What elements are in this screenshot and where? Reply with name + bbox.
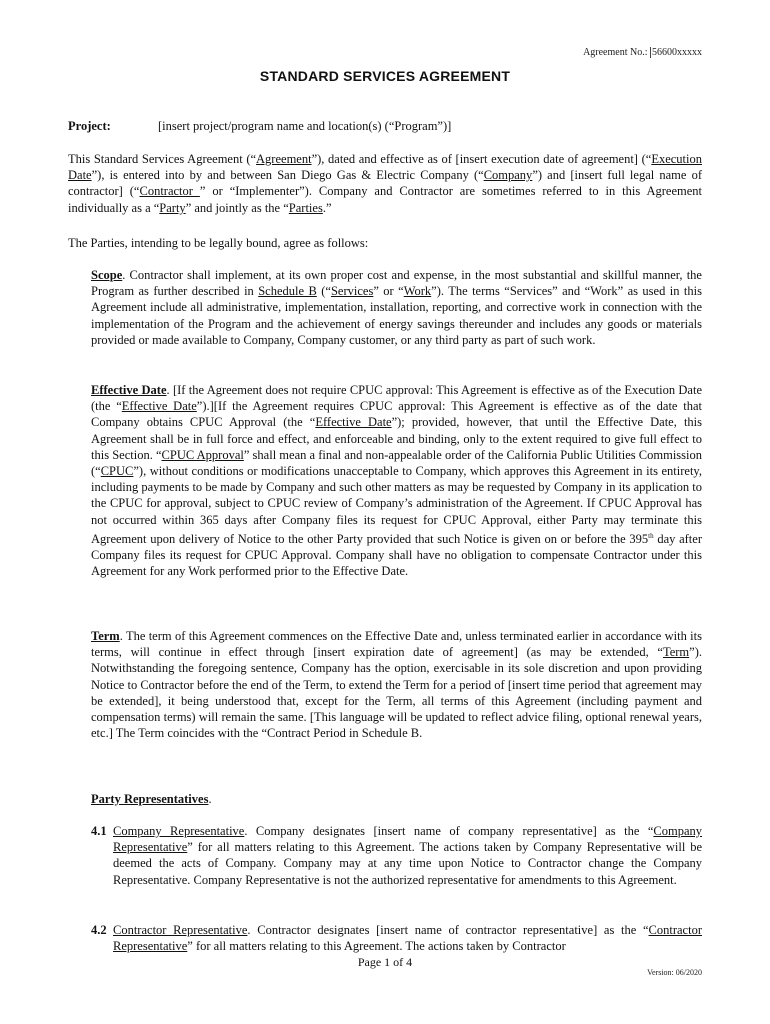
version-label: Version: 06/2020: [647, 968, 702, 977]
schedule-b-ref: Schedule B: [258, 284, 317, 299]
agreement-number-label: Agreement No.:: [583, 47, 648, 58]
section-number: 4.2: [91, 923, 107, 937]
intro-paragraph: This Standard Services Agreement (“Agreement”), dated and effective as of [insert execution date of agreement] (“Execution Date”), is entered into by and between San Diego Gas & Electric Company (“Company”) and [insert full legal name of contractor] (“Contractor ” or “Implementer”). Company and Contractor are sometimes referred to in this Agreement individually as a “Party” and jointly as the “Parties.”: [68, 152, 702, 215]
defined-term-company-representative: Company Representative: [113, 824, 703, 855]
defined-term-contractor-representative: Contractor Representative: [113, 923, 702, 954]
defined-term-term: Term: [662, 645, 690, 660]
section-4-1: 4.1 Company Representative. Company designates [insert name of company representative] as the “Company Representative” for all matters relating to this Agreement. The actions taken by Company Representative will be deemed the acts of Company. Company may at any time upon Notice to Contractor change the Company Representative. Company Representative is not the authorized representative for amendments to this Agreement.: [91, 824, 703, 887]
defined-term-contractor: Contractor: [139, 184, 200, 199]
effective-date-section: Effective Date. [If the Agreement does not require CPUC approval: This Agreement is effective as of the Execution Date (the “Effective Date”).][If the Agreement requires CPUC approval: This Agreement is effective as of the date that Company obtains CPUC Approval (the “Effective Date”); provided, however, that until the Effective Date, this Agreement shall be in full force and effect, and enforceable and binding, only to the extent required to give full effect to this Section. “CPUC Approval” shall mean a final and non-appealable order of the California Public Utilities Commission (“CPUC”), without conditions or modifications unacceptable to Company, which approves this Agreement in its entirety, including payments to be made by Company and such other matters as may be requested by Company in its application to the CPUC for approval, subject to CPUC review of Company’s administration of the Agreement. If CPUC Approval has not occurred within 365 days after Company files its request for CPUC Approval, either Party may terminate this Agreement upon delivery of Notice to the other Party provided that such Notice is given on or before the 395th day after Company files its request for CPUC Approval. Company shall have no obligation to compensate Contractor under this Agreement for any Work performed prior to the Effective Date.: [91, 383, 703, 579]
party-representatives-heading: Party Representatives.: [91, 792, 212, 806]
scope-heading: Scope: [91, 268, 123, 282]
section-4-2: 4.2 Contractor Representative. Contractor designates [insert name of contractor representative] as the “Contractor Representative” for all matters relating to this Agreement. The actions taken by Contractor: [91, 923, 702, 954]
defined-term-cpuc: CPUC: [100, 464, 134, 479]
project-value: [insert project/program name and location(s) (“Program”)]: [158, 119, 452, 133]
defined-term-parties: Parties: [288, 200, 323, 215]
defined-term-work: Work: [403, 284, 432, 299]
effective-date-heading: Effective Date: [91, 383, 167, 397]
parties-intro: The Parties, intending to be legally bound, agree as follows:: [68, 236, 369, 250]
defined-term-effective-date-1: Effective Date: [121, 399, 197, 414]
defined-term-effective-date-2: Effective Date: [315, 415, 392, 430]
term-section: Term. The term of this Agreement commences on the Effective Date and, unless terminated earlier in accordance with its terms, will continue in effect through [insert expiration date of agreement] (as may be extended, “Term”). Notwithstanding the foregoing sentence, Company has the option, exercisable in its sole discretion and upon providing Notice to Contractor before the end of the Term, to extend the Term for a period of [insert time period that agreement may be extended], it being understood that, except for the Term, all terms of this Agreement (including payment and compensation terms) will remain the same. [This language will be updated to reflect advice filing, optional renewal years, etc.] The Term coincides with the “Contract Period in Schedule B.: [91, 629, 702, 741]
defined-term-services: Services: [330, 284, 374, 299]
page-number: Page 1 of 4: [357, 955, 413, 969]
defined-term-execution-date: Execution Date: [68, 152, 702, 183]
term-heading: Term: [91, 629, 120, 643]
project-line: [68, 119, 451, 134]
agreement-number: [583, 47, 702, 58]
document-title: STANDARD SERVICES AGREEMENT: [259, 68, 511, 84]
agreement-number-value: 56600xxxxx: [652, 47, 702, 58]
contractor-representative-heading: Contractor Representative: [113, 923, 248, 937]
project-label: Project:: [68, 119, 111, 133]
defined-term-party: Party: [159, 200, 186, 215]
scope-section: Scope. Contractor shall implement, at its own proper cost and expense, in the most substantial and skillful manner, the Program as further described in Schedule B (“Services” or “Work”). The terms “Services” and “Work” as used in this Agreement include all administrative, implementation, installation, reporting, and corrective work in connection with the implementation of the Program and the achievement of energy savings thereunder and includes any goods or materials provided or made available to Company, Company customer, or any third party as part of such work.: [91, 268, 702, 347]
defined-term-company: Company: [483, 168, 533, 183]
defined-term-agreement: Agreement: [256, 152, 312, 166]
defined-term-cpuc-approval: CPUC Approval: [161, 447, 244, 462]
section-number: 4.1: [91, 824, 107, 838]
company-representative-heading: Company Representative: [113, 824, 245, 838]
